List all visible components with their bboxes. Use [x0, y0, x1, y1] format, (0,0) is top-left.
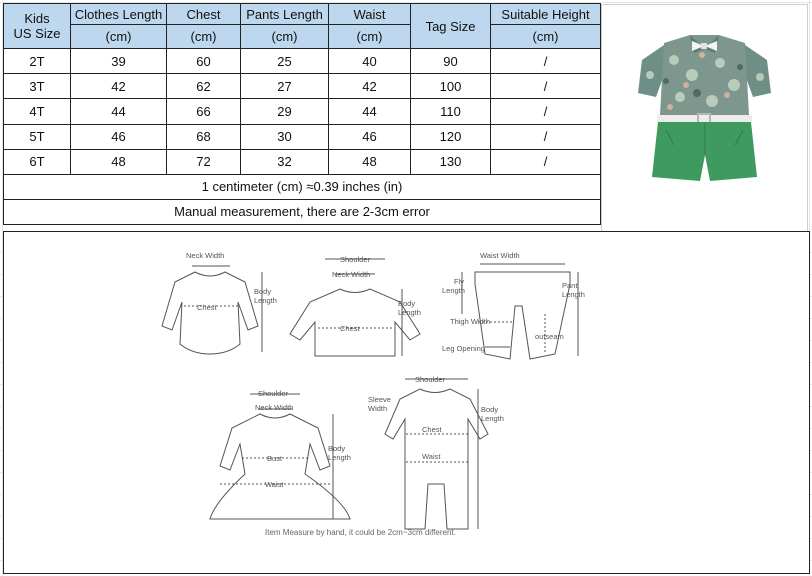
svg-text:Neck Width: Neck Width	[332, 270, 371, 279]
table-cell: 62	[167, 74, 241, 99]
conversion-note: 1 centimeter (cm) ≈0.39 inches (in)	[4, 174, 601, 199]
svg-text:Length: Length	[254, 296, 277, 305]
product-photo	[601, 4, 808, 232]
svg-text:Length: Length	[328, 453, 351, 462]
table-row	[4, 74, 601, 99]
svg-text:Bust: Bust	[267, 454, 283, 463]
table-cell: 110	[411, 99, 491, 124]
table-cell: 42	[71, 74, 167, 99]
svg-text:Body: Body	[328, 444, 346, 453]
table-cell: /	[491, 49, 601, 74]
table-cell: 3T	[4, 74, 71, 99]
svg-text:Length: Length	[481, 414, 504, 423]
table-cell: 44	[329, 99, 411, 124]
table-cell: 4T	[4, 99, 71, 124]
table-cell: 66	[167, 99, 241, 124]
table-cell: /	[491, 74, 601, 99]
table-cell: 72	[167, 149, 241, 174]
table-cell: 68	[167, 124, 241, 149]
table-cell: 42	[329, 74, 411, 99]
svg-text:Pant: Pant	[562, 281, 578, 290]
table-cell: 25	[241, 49, 329, 74]
svg-text:Body: Body	[254, 287, 272, 296]
svg-text:Chest: Chest	[197, 303, 217, 312]
table-cell: 40	[329, 49, 411, 74]
svg-text:Neck Width: Neck Width	[186, 251, 225, 260]
table-cell: 30	[241, 124, 329, 149]
header-pants-length: Pants Length	[241, 4, 329, 25]
table-cell: 2T	[4, 49, 71, 74]
table-cell: 39	[71, 49, 167, 74]
header-unit: (cm)	[241, 25, 329, 49]
table-cell: /	[491, 149, 601, 174]
svg-text:Neck Width: Neck Width	[255, 403, 294, 412]
table-cell: /	[491, 99, 601, 124]
svg-text:Waist Width: Waist Width	[480, 251, 520, 260]
measurement-diagrams	[150, 244, 610, 544]
svg-text:Thigh Width: Thigh Width	[450, 317, 491, 326]
header-unit: (cm)	[167, 25, 241, 49]
table-row	[4, 149, 601, 174]
table-row	[4, 124, 601, 149]
table-cell: 130	[411, 149, 491, 174]
header-chest: Chest	[167, 4, 241, 25]
table-cell: 44	[71, 99, 167, 124]
table-cell: 27	[241, 74, 329, 99]
table-cell: 48	[71, 149, 167, 174]
measurement-footnote: Item Measure by hand, it could be 2cm~3cm different.	[265, 528, 456, 537]
error-note-row	[4, 199, 601, 224]
table-cell: 46	[71, 124, 167, 149]
svg-text:Chest: Chest	[422, 425, 442, 434]
svg-text:outseam: outseam	[535, 332, 564, 341]
svg-text:Width: Width	[368, 404, 388, 413]
table-cell: 29	[241, 99, 329, 124]
table-cell: 32	[241, 149, 329, 174]
header-kids-us-size: Kids US Size	[4, 4, 71, 49]
svg-text:Sleeve: Sleeve	[368, 395, 391, 404]
table-cell: /	[491, 124, 601, 149]
error-note: Manual measurement, there are 2-3cm error	[4, 199, 601, 224]
header-unit: (cm)	[71, 25, 167, 49]
svg-text:Waist: Waist	[422, 452, 441, 461]
svg-text:Length: Length	[442, 286, 465, 295]
svg-text:Shoulder: Shoulder	[340, 255, 371, 264]
svg-text:Length: Length	[398, 308, 421, 317]
svg-text:Leg Opening: Leg Opening	[442, 344, 485, 353]
table-cell: 48	[329, 149, 411, 174]
table-row	[4, 99, 601, 124]
svg-text:Fly: Fly	[454, 277, 464, 286]
header-suitable-height: Suitable Height	[491, 4, 601, 25]
svg-text:Waist: Waist	[265, 480, 284, 489]
table-cell: 90	[411, 49, 491, 74]
header-tag-size: Tag Size	[411, 4, 491, 49]
conversion-note-row	[4, 174, 601, 199]
svg-text:Shoulder: Shoulder	[258, 389, 289, 398]
header-waist: Waist	[329, 4, 411, 25]
size-chart-table	[3, 3, 601, 225]
svg-text:Length: Length	[562, 290, 585, 299]
table-cell: 120	[411, 124, 491, 149]
table-cell: 100	[411, 74, 491, 99]
table-cell: 5T	[4, 124, 71, 149]
table-cell: 60	[167, 49, 241, 74]
header-unit: (cm)	[329, 25, 411, 49]
header-unit: (cm)	[491, 25, 601, 49]
table-row	[4, 49, 601, 74]
svg-text:Body: Body	[481, 405, 499, 414]
header-clothes-length: Clothes Length	[71, 4, 167, 25]
table-cell: 46	[329, 124, 411, 149]
svg-text:Body: Body	[398, 299, 416, 308]
svg-text:Shoulder: Shoulder	[415, 375, 446, 384]
table-cell: 6T	[4, 149, 71, 174]
svg-text:Chest: Chest	[340, 324, 360, 333]
